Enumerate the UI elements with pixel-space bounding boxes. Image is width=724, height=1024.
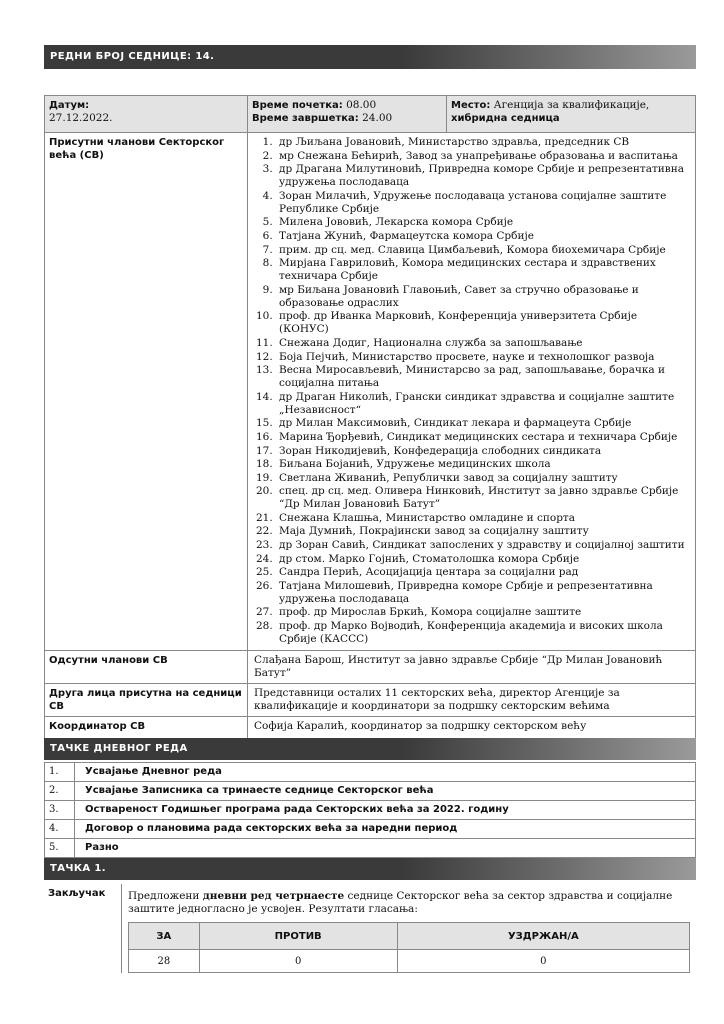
agenda-row	[45, 839, 696, 858]
vote-value-row	[129, 950, 690, 973]
start-time-value: 08.00	[346, 99, 377, 111]
place-cell	[447, 96, 696, 133]
member-item: 1. др Љиљана Јовановић, Министарство здравља, председник СВ	[276, 136, 689, 149]
vote-for-value: 28	[129, 950, 200, 973]
agenda-title: ТАЧКЕ ДНЕВНОГ РЕДА	[50, 743, 188, 754]
absent-label-cell	[45, 650, 248, 683]
members-label: Присутни чланови Секторског већа (СВ)	[49, 137, 225, 161]
end-time-label: Време завршетка:	[252, 113, 359, 124]
member-item: 6. Татјана Жунић, Фармацеутска комора Србије	[276, 230, 689, 243]
member-item: 14. др Драган Николић, Грански синдикат здравства и социјалне заштите „Независност“	[276, 391, 689, 417]
member-item: 20. спец. др сц. мед. Оливера Нинковић, Институт за јавно здравље Србије “Др Милан Јовановић Батут”	[276, 485, 689, 511]
member-item: 5. Милена Јововић, Лекарска комора Србије	[276, 216, 689, 229]
member-item: 16. Марина Ђорђевић, Синдикат медицинских сестара и техничара Србије	[276, 431, 689, 444]
session-heading-label: РЕДНИ БРОЈ СЕДНИЦЕ:	[50, 51, 192, 62]
member-item: 12. Боја Пејчић, Министарство просвете, науке и технолошког развоја	[276, 351, 689, 364]
conclusion-body	[122, 884, 697, 973]
member-item: 13. Весна Миросављевић, Министарсво за рад, запошљавање, борачка и социјална питања	[276, 364, 689, 390]
end-time-value: 24.00	[362, 112, 393, 124]
member-item: 7. прим. др сц. мед. Славица Цимбаљевић, Комора биохемичара Србије	[276, 244, 689, 257]
place-label: Место:	[451, 100, 491, 111]
conclusion-text	[128, 890, 690, 916]
item1-title-bar	[44, 858, 696, 880]
session-heading-number: 14.	[195, 51, 215, 62]
conclusion-text-end: седнице Секторског већа за сектор здравства и социјалне заштите једногласно је усвојен. Резултати гласања:	[128, 890, 673, 915]
agenda-number: 1.	[45, 763, 75, 782]
others-label: Друга лица присутна на седници СВ	[49, 687, 242, 712]
session-info-header-row	[45, 96, 696, 133]
member-item: 27. проф. др Мирослав Бркић, Комора социјалне заштите	[276, 606, 689, 619]
member-item: 15. др Милан Максимовић, Синдикат лекара и фармацеута Србије	[276, 417, 689, 430]
vote-header-row	[129, 923, 690, 950]
absent-value: Слађана Барош, Институт за јавно здравље Србије “Др Милан Јовановић Батут”	[248, 650, 696, 683]
absent-row	[45, 650, 696, 683]
conclusion-label-cell	[44, 884, 122, 973]
member-item: 25. Сандра Перић, Асоцијација центара за социјални рад	[276, 566, 689, 579]
coordinator-label: Координатор СВ	[49, 720, 146, 732]
vote-results-table	[128, 922, 690, 973]
agenda-text: Оствареност Годишњег програма рада Секторских већа за 2022. годину	[75, 801, 696, 820]
vote-for-header: ЗА	[129, 923, 200, 950]
conclusion-text-bold: дневни ред четрнаесте	[202, 890, 345, 902]
agenda-number: 2.	[45, 782, 75, 801]
agenda-title-bar	[44, 738, 696, 760]
session-info-table	[44, 95, 696, 742]
session-number-bar	[44, 45, 696, 69]
others-label-cell	[45, 683, 248, 716]
member-item: 17. Зоран Никодијевић, Конфедерација слободних синдиката	[276, 445, 689, 458]
member-item: 4. Зоран Милачић, Удружење послодаваца установа социјалне заштите Републике Србије	[276, 190, 689, 216]
vote-abstain-header: УЗДРЖАН/А	[397, 923, 689, 950]
member-item: 23. др Зоран Савић, Синдикат запослених у здравству и социјалној заштити	[276, 539, 689, 552]
conclusion-label: Закључак	[48, 888, 106, 899]
member-item: 10. проф. др Иванка Марковић, Конференција универзитета Србије (КОНУС)	[276, 310, 689, 336]
agenda-text: Разно	[75, 839, 696, 858]
member-item: 24. др стом. Марко Гојнић, Стоматолошка комора Србије	[276, 553, 689, 566]
place-value-hybrid: хибридна седница	[451, 113, 560, 124]
vote-against-value: 0	[199, 950, 397, 973]
place-value: Агенција за квалификације,	[493, 99, 650, 111]
agenda-number: 3.	[45, 801, 75, 820]
agenda-text: Усвајање Записника са тринаесте седнице Секторског већа	[75, 782, 696, 801]
members-list-cell	[248, 133, 696, 651]
agenda-text: Договор о плановима рада секторских већа за наредни период	[75, 820, 696, 839]
agenda-row	[45, 782, 696, 801]
item1-title: ТАЧКА 1.	[50, 863, 106, 874]
members-label-cell	[45, 133, 248, 651]
member-item: 18. Биљана Бојанић, Удружење медицинских школа	[276, 458, 689, 471]
member-item: 8. Мирјана Гавриловић, Комора медицинских сестара и здравствених техничара Србије	[276, 257, 689, 283]
agenda-table	[44, 762, 696, 858]
member-item: 28. проф. др Марко Војводић, Конференција академија и високих школа Србије (КАССС)	[276, 620, 689, 646]
start-time-label: Време почетка:	[252, 100, 343, 111]
agenda-number: 4.	[45, 820, 75, 839]
members-row	[45, 133, 696, 651]
agenda-row	[45, 801, 696, 820]
member-item: 19. Светлана Живанић, Републички завод за социјалну заштиту	[276, 472, 689, 485]
member-item: 11. Снежана Додиг, Национална служба за запошљавање	[276, 337, 689, 350]
date-cell	[45, 96, 248, 133]
time-cell	[248, 96, 447, 133]
member-item: 3. др Драгана Милутиновић, Привредна коморе Србије и репрезентативна удружења послодаваца	[276, 163, 689, 189]
agenda-row	[45, 820, 696, 839]
members-list	[254, 136, 689, 646]
agenda-number: 5.	[45, 839, 75, 858]
member-item: 9. мр Биљана Јовановић Главоњић, Савет за стручно образовање и образовање одраслих	[276, 284, 689, 310]
agenda-row	[45, 763, 696, 782]
member-item: 26. Татјана Милошевић, Привредна коморе Србије и репрезентативна удружења послодаваца	[276, 580, 689, 606]
member-item: 2. мр Снежана Бећирић, Завод за унапређивање образовања и васпитања	[276, 150, 689, 163]
agenda-text: Усвајање Дневног реда	[75, 763, 696, 782]
conclusion-text-start: Предложени	[128, 890, 203, 902]
vote-abstain-value: 0	[397, 950, 689, 973]
others-row	[45, 683, 696, 716]
date-value: 27.12.2022.	[49, 112, 113, 124]
member-item: 22. Маја Думнић, Покрајински завод за социјалну заштиту	[276, 525, 689, 538]
conclusion-table	[44, 884, 696, 973]
member-item: 21. Снежана Клашња, Министарство омладине и спорта	[276, 512, 689, 525]
vote-against-header: ПРОТИВ	[199, 923, 397, 950]
others-value: Представници осталих 11 секторских већа, директор Агенције за квалификације и координатори за подршку секторским већима	[248, 683, 696, 716]
coordinator-value: Софија Каралић, координатор за подршку секторском већу	[248, 716, 696, 741]
absent-label: Одсутни чланови СВ	[49, 654, 168, 666]
date-label: Датум:	[49, 100, 90, 111]
